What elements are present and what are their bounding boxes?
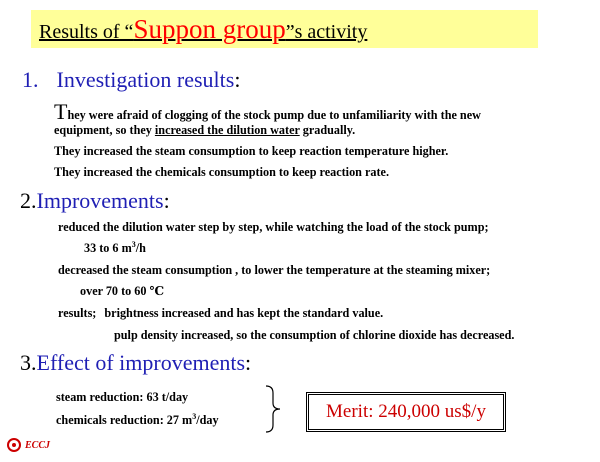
curly-brace-icon [262, 384, 284, 434]
section2-line2-sup: 3 [131, 239, 136, 249]
merit-text: Merit: 240,000 us$/y [326, 401, 486, 422]
logo-text: ECCJ [25, 440, 51, 451]
section2-results-label: results; [58, 306, 97, 320]
section2-line2 [84, 240, 146, 256]
section1-line2-b: gradually. [299, 123, 356, 137]
title-suffix: ”s activity [285, 21, 368, 43]
section2-line6: pulp density increased, so the consumption of chlorine dioxide has decreased. [114, 328, 515, 342]
section1-title: Investigation results [56, 67, 235, 92]
eccj-logo-icon [6, 436, 22, 454]
section1-line1 [54, 99, 481, 124]
section2-line5 [58, 305, 383, 321]
section1-line3: They increased the steam consumption to keep reaction temperature higher. [54, 144, 449, 158]
section1-heading [22, 67, 240, 93]
section2-line4: over 70 to 60 ℃ [80, 284, 165, 298]
section3-line2-sup: 3 [192, 411, 197, 421]
section1-line2-underlined: increased the dilution water [154, 123, 300, 137]
section1-line2 [54, 122, 355, 138]
section2-line1: reduced the dilution water step by step, while watching the load of the stock pump; [58, 220, 489, 234]
section3-colon: : [245, 350, 252, 375]
section2-line3: decreased the steam consumption , to lower the temperature at the steaming mixer; [58, 263, 491, 277]
section1-line1-text: hey were afraid of clogging of the stock pump due to unfamiliarity with the new [67, 108, 481, 122]
section2-line2-a: 33 to 6 m [84, 241, 132, 255]
section3-line2-b: /day [196, 413, 219, 427]
title-prefix: Results of “ [39, 21, 134, 43]
slide-title [39, 11, 367, 50]
section3-line2-a: chemicals reduction: 27 m [56, 413, 193, 427]
section2-colon: : [163, 188, 170, 213]
section2-heading [20, 188, 170, 214]
section2-line5-text: brightness increased and has kept the standard value. [104, 306, 384, 320]
section3-title: Effect of improvements [36, 350, 246, 375]
section2-title: Improvements [36, 188, 164, 213]
section3-line2 [56, 412, 219, 428]
section1-colon: : [234, 67, 241, 92]
section3-number: 3. [20, 350, 37, 375]
section2-number: 2. [20, 188, 37, 213]
title-highlight: Suppon group [133, 14, 286, 44]
section3-heading [20, 350, 251, 376]
section2-line2-b: /h [135, 241, 146, 255]
section1-line2-a: equipment, so they [54, 123, 155, 137]
section1-number: 1. [22, 67, 39, 92]
section1-line4: They increased the chemicals consumption to keep reaction rate. [54, 165, 390, 179]
section3-line1: steam reduction: 63 t/day [56, 390, 189, 404]
section1-dropcap: T [54, 99, 68, 124]
